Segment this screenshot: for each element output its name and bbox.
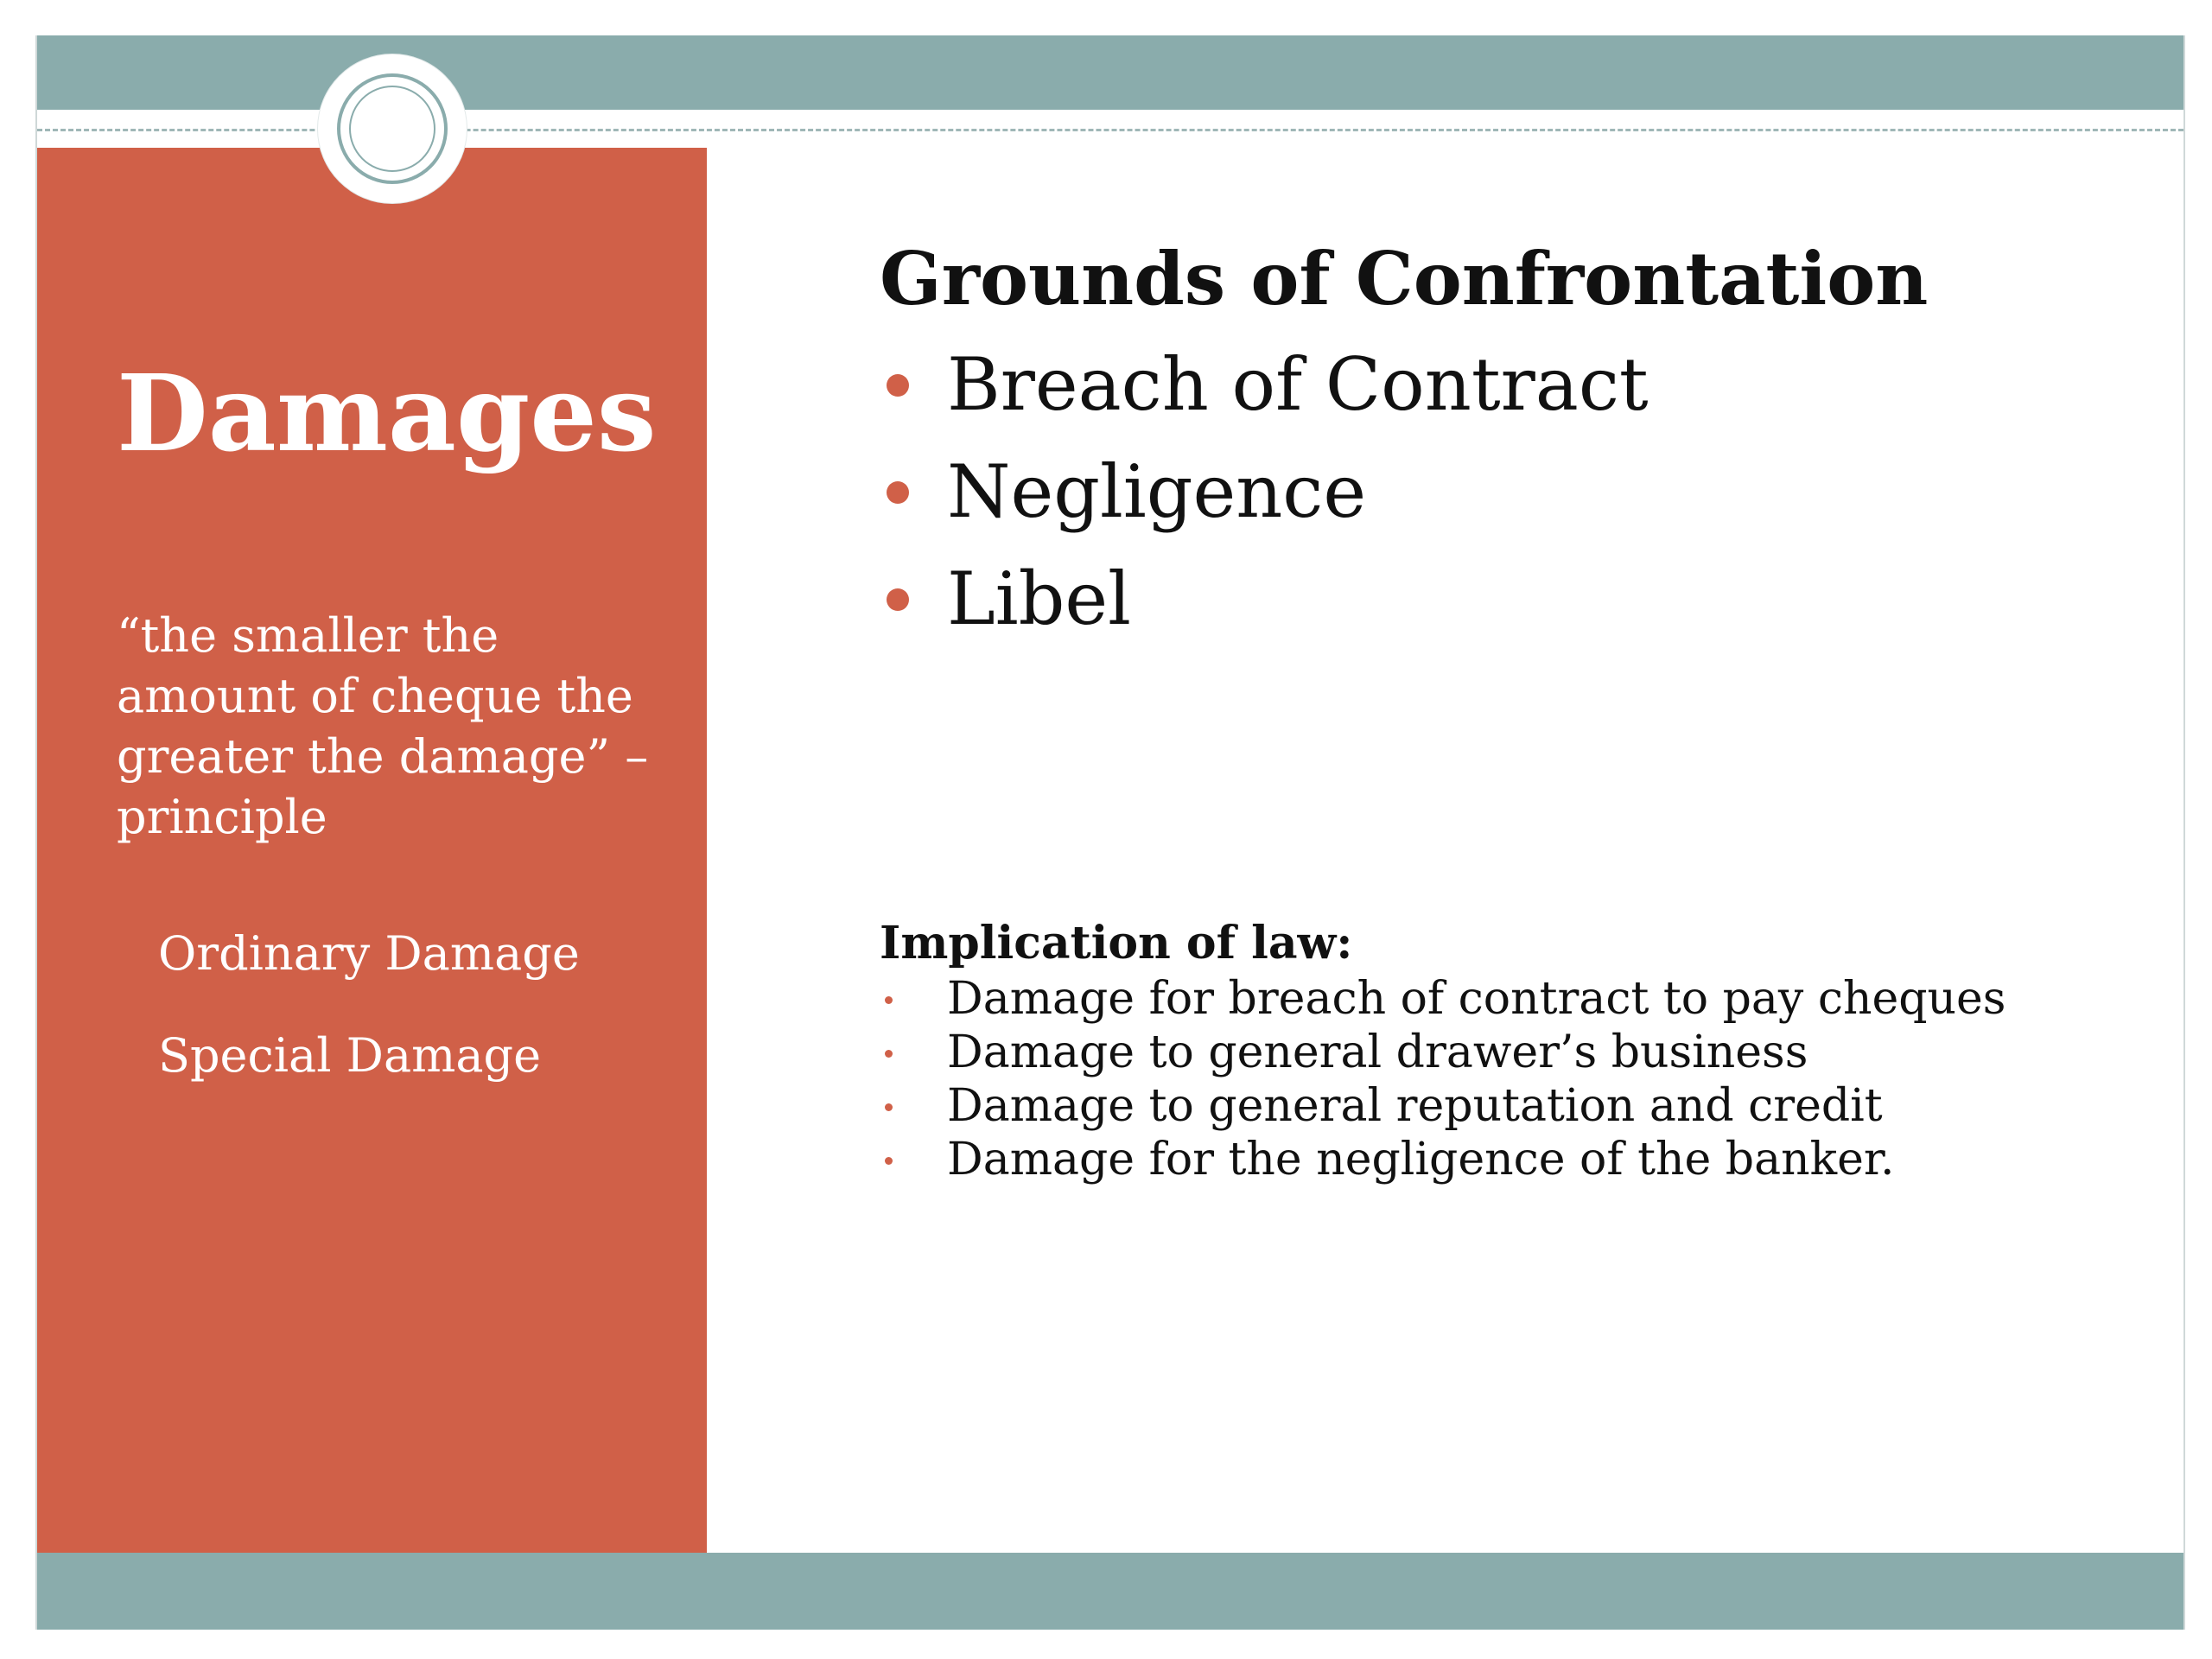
implication-list [880,972,2124,1186]
list-item [880,1079,2124,1133]
bullet-icon [887,374,909,397]
circle-ring-inner [349,86,435,172]
implication-item-label: Damage for breach of contract to pay cheques [947,973,2006,1025]
circle-ring-outer [337,73,448,184]
circle-ornament-icon [318,54,467,203]
implication-title: Implication of law: [880,917,1353,969]
bottom-band [37,1553,2183,1630]
bullet-icon [885,1103,893,1111]
list-item [880,1133,2124,1186]
implication-item-label: Damage for the negligence of the banker. [947,1134,1895,1185]
slide [35,35,2185,1630]
list-item [880,438,2124,545]
bullet-icon [885,1050,893,1058]
bullet-icon [885,1157,893,1165]
grounds-item-label: Libel [947,556,1131,641]
damage-type-item: Special Damage [158,1028,542,1083]
damage-type-item: Ordinary Damage [158,926,580,981]
implication-item-label: Damage to general reputation and credit [947,1080,1883,1132]
grounds-item-label: Breach of Contract [947,342,1649,427]
grounds-list [880,331,2124,652]
list-item [880,1026,2124,1079]
bullet-icon [887,481,909,504]
list-item [880,331,2124,438]
grounds-section [880,236,2124,652]
bullet-icon [887,588,909,611]
implication-item-label: Damage to general drawer’s business [947,1027,1808,1078]
principle-quote: “the smaller the amount of cheque the greater the damage” – principle [117,608,649,844]
left-panel [37,148,707,1554]
bullet-icon [885,996,893,1004]
list-item [880,972,2124,1026]
list-item [880,545,2124,652]
damage-types-list [158,924,580,1128]
grounds-title: Grounds of Confrontation [880,236,1929,321]
implication-section [880,915,2124,1186]
slide-title: Damages [117,351,657,475]
grounds-item-label: Negligence [947,449,1367,534]
